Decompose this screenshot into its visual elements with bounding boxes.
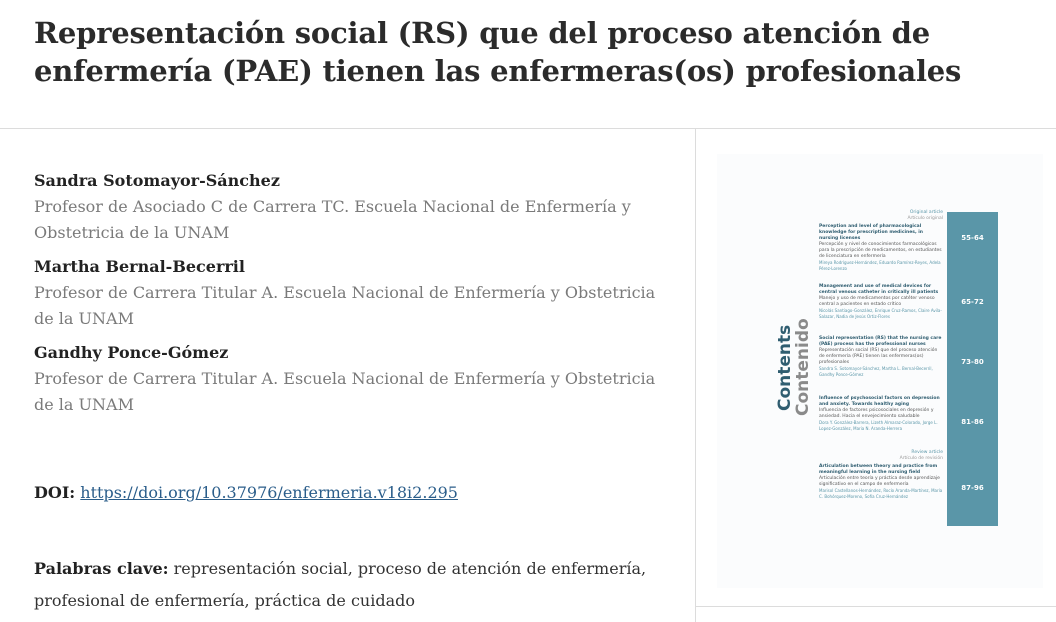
section-label: Original article	[909, 210, 943, 215]
cover-heading-en: Contents	[775, 324, 795, 411]
toc-title-es: Representación social (RS) que del proceso atención de enfermería (PAE) tienen las enfermeras(os) profesionales	[819, 348, 938, 365]
section-label: Artículo original	[907, 216, 943, 221]
section-label: Artículo de revisión	[899, 456, 943, 461]
toc-title-en: Management and use of medical devices for central venous catheter in critically ill patients	[819, 284, 939, 295]
toc-title-es: Articulación entre teoría y práctica desde aprendizaje significativo en el campo de enfermería	[819, 476, 940, 487]
toc-entry	[819, 284, 943, 319]
toc-title-en: Articulation between theory and practice from meaningful learning in the nursing field	[819, 464, 938, 475]
cover-heading-es: Contenido	[793, 318, 813, 416]
author-entry	[34, 168, 674, 246]
section-label: Review article	[911, 450, 943, 455]
author-entry	[34, 340, 674, 418]
toc-authors: Mireya Rodríguez-Hernández, Eduardo Ramírez-Reyes, Adela Pérez-Lorenzo	[819, 260, 941, 271]
author-name: Martha Bernal-Becerril	[34, 257, 245, 276]
keywords	[34, 553, 674, 617]
toc-authors: Sandra S. Sotomayor-Sánchez, Martha L. Bernal-Becerril, Gandhy Ponce-Gómez	[819, 366, 933, 377]
toc-entry	[819, 396, 943, 431]
issue-cover-image[interactable]	[717, 154, 1043, 588]
page-range: 81-86	[961, 418, 984, 426]
author-affiliation: Profesor de Asociado C de Carrera TC. Escuela Nacional de Enfermería y Obstetricia de la UNAM	[34, 197, 631, 242]
page-range: 73-80	[961, 358, 984, 366]
author-name: Sandra Sotomayor-Sánchez	[34, 171, 280, 190]
cover-page-band	[947, 212, 998, 526]
article-title: Representación social (RS) que del proceso atención de enfermería (PAE) tienen las enfermeras(os) profesionales	[34, 16, 962, 88]
toc-authors: Marisol Castellanos-Hernández, Rocío Aranda-Martínez, María C. Bohórquez-Moreno, Sofía Cruz-Hernández	[819, 488, 943, 499]
doi-link[interactable]: https://doi.org/10.37976/enfermeria.v18i2.295	[80, 483, 458, 502]
author-affiliation: Profesor de Carrera Titular A. Escuela Nacional de Enfermería y Obstetricia de la UNAM	[34, 369, 656, 414]
page-range: 87-96	[961, 484, 984, 492]
toc-title-en: Social representation (RS) that the nursing care (PAE) process has the professional nurses	[819, 336, 942, 347]
toc-authors: Nicolás Santiago-González, Enrique Cruz-Ramos, Claire Avila-Salazar, Nadia de Jesús Ortiz-Flores	[819, 308, 942, 319]
author-entry	[34, 254, 674, 332]
toc-authors: Dora Y. González-Barrera, Lizeth Almaraz-Colorado, Jorge L. Lopez-González, Maria N. Aranda-Herrera	[819, 420, 938, 431]
toc-title-en: Influence of psychosocial factors on depression and anxiety. Towards healthy aging	[819, 396, 940, 407]
toc-title-en: Perception and level of pharmacological knowledge for prescription medicines, in nursing licenses	[819, 224, 923, 241]
author-affiliation: Profesor de Carrera Titular A. Escuela Nacional de Enfermería y Obstetricia de la UNAM	[34, 283, 656, 328]
doi-line	[34, 481, 458, 505]
sidebar-divider	[696, 606, 1056, 607]
toc-entry	[819, 224, 943, 271]
keywords-label: Palabras clave:	[34, 559, 169, 578]
toc-title-es: Influencia de factores psicosociales en depresión y ansiedad. Hacia el envejecimiento saludable	[819, 408, 934, 419]
doi-label: DOI:	[34, 483, 76, 502]
author-list	[34, 168, 674, 426]
toc-entry	[819, 464, 943, 499]
author-name: Gandhy Ponce-Gómez	[34, 343, 229, 362]
toc-title-es: Percepción y nivel de conocimientos farmacológicos para la prescripción de medicamentos, en estudiantes de licenciatura en enfermería	[819, 242, 942, 259]
toc-entry	[819, 336, 943, 377]
toc-title-es: Manejo y uso de medicamentos por catéter venoso central a pacientes en estado crítico	[819, 296, 935, 307]
page-range: 65-72	[961, 298, 984, 306]
page-range: 55-64	[961, 234, 984, 242]
header-divider	[0, 128, 1056, 129]
keywords-text: representación social, proceso de atención de enfermería, profesional de enfermería, práctica de cuidado	[34, 559, 647, 610]
column-divider	[695, 129, 696, 622]
